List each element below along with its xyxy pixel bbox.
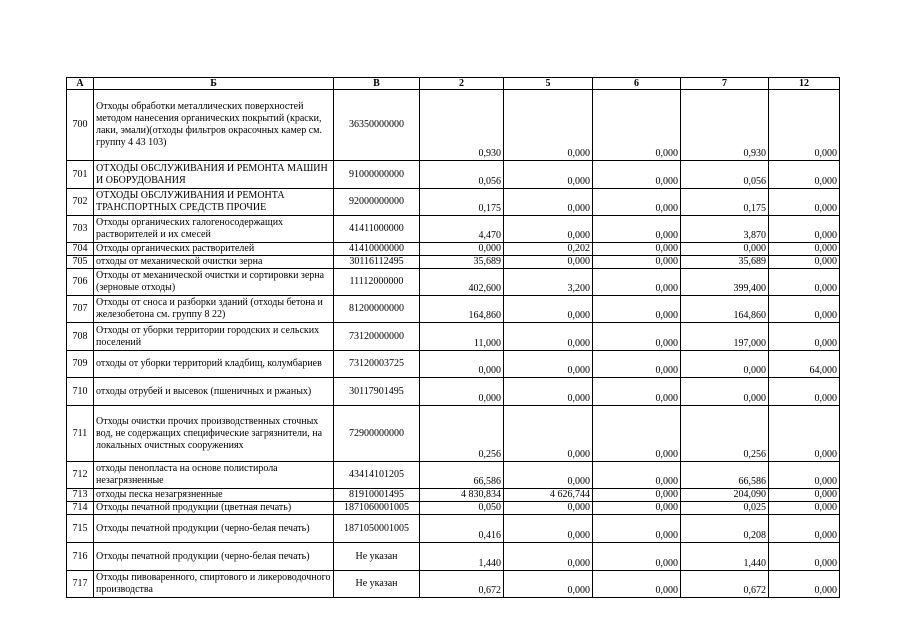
value-col-5: 4 626,744 — [504, 489, 593, 502]
table-body — [67, 90, 840, 598]
value-col-7: 0,175 — [681, 189, 769, 216]
header-col-7: 7 — [681, 78, 769, 90]
value-col-12: 0,000 — [769, 406, 840, 462]
value-col-12: 0,000 — [769, 502, 840, 515]
value-col-7: 164,860 — [681, 296, 769, 323]
value-col-6: 0,000 — [593, 243, 681, 256]
value-col-5: 0,000 — [504, 90, 593, 161]
row-number: 711 — [67, 406, 94, 462]
row-number: 703 — [67, 216, 94, 243]
header-col-a: А — [67, 78, 94, 90]
value-col-12: 0,000 — [769, 161, 840, 189]
waste-code: 30117901495 — [334, 378, 420, 406]
table-row — [67, 502, 840, 515]
row-number: 700 — [67, 90, 94, 161]
value-col-6: 0,000 — [593, 406, 681, 462]
waste-name: Отходы обработки металлических поверхностей методом нанесения органических покрытий (краски, лаки, эмали)(отходы фильтров окрасочных камер см. группу 4 43 103) — [94, 90, 334, 161]
table-row — [67, 216, 840, 243]
waste-code: 30116112495 — [334, 256, 420, 269]
value-col-6: 0,000 — [593, 543, 681, 571]
value-col-2: 4,470 — [420, 216, 504, 243]
header-col-6: 6 — [593, 78, 681, 90]
value-col-6: 0,000 — [593, 351, 681, 378]
value-col-6: 0,000 — [593, 323, 681, 351]
value-col-7: 0,672 — [681, 571, 769, 598]
waste-code: 43414101205 — [334, 462, 420, 489]
value-col-5: 0,000 — [504, 216, 593, 243]
table-row — [67, 515, 840, 543]
value-col-5: 0,000 — [504, 502, 593, 515]
value-col-12: 0,000 — [769, 489, 840, 502]
table-row — [67, 189, 840, 216]
value-col-12: 0,000 — [769, 256, 840, 269]
row-number: 715 — [67, 515, 94, 543]
value-col-6: 0,000 — [593, 502, 681, 515]
value-col-6: 0,000 — [593, 90, 681, 161]
value-col-5: 0,000 — [504, 571, 593, 598]
row-number: 713 — [67, 489, 94, 502]
waste-name: отходы пенопласта на основе полистирола незагрязненные — [94, 462, 334, 489]
value-col-5: 0,000 — [504, 406, 593, 462]
table-row — [67, 323, 840, 351]
value-col-12: 0,000 — [769, 543, 840, 571]
table-row — [67, 256, 840, 269]
value-col-5: 0,000 — [504, 161, 593, 189]
waste-code: 1871050001005 — [334, 515, 420, 543]
value-col-2: 164,860 — [420, 296, 504, 323]
value-col-12: 0,000 — [769, 378, 840, 406]
waste-code: 73120000000 — [334, 323, 420, 351]
value-col-2: 402,600 — [420, 269, 504, 296]
waste-name: отходы песка незагрязненные — [94, 489, 334, 502]
value-col-6: 0,000 — [593, 515, 681, 543]
waste-code: Не указан — [334, 571, 420, 598]
header-col-12: 12 — [769, 78, 840, 90]
waste-name: Отходы печатной продукции (черно-белая печать) — [94, 543, 334, 571]
value-col-5: 0,000 — [504, 378, 593, 406]
value-col-5: 0,000 — [504, 256, 593, 269]
value-col-2: 0,050 — [420, 502, 504, 515]
value-col-2: 11,000 — [420, 323, 504, 351]
value-col-7: 399,400 — [681, 269, 769, 296]
waste-code: 81200000000 — [334, 296, 420, 323]
value-col-2: 0,175 — [420, 189, 504, 216]
waste-name: Отходы печатной продукции (черно-белая печать) — [94, 515, 334, 543]
waste-table — [66, 77, 840, 598]
value-col-7: 0,256 — [681, 406, 769, 462]
waste-code: 73120003725 — [334, 351, 420, 378]
value-col-2: 35,689 — [420, 256, 504, 269]
value-col-12: 0,000 — [769, 462, 840, 489]
table-row — [67, 296, 840, 323]
value-col-5: 0,000 — [504, 189, 593, 216]
header-row — [67, 78, 840, 90]
value-col-12: 0,000 — [769, 296, 840, 323]
value-col-2: 0,416 — [420, 515, 504, 543]
waste-code: 11112000000 — [334, 269, 420, 296]
value-col-6: 0,000 — [593, 161, 681, 189]
row-number: 708 — [67, 323, 94, 351]
waste-name: отходы от уборки территорий кладбищ, колумбариев — [94, 351, 334, 378]
value-col-6: 0,000 — [593, 462, 681, 489]
value-col-5: 0,000 — [504, 515, 593, 543]
waste-name: Отходы от механической очистки и сортировки зерна (зерновые отходы) — [94, 269, 334, 296]
waste-name: Отходы от сноса и разборки зданий (отходы бетона и железобетона см. группу 8 22) — [94, 296, 334, 323]
waste-code: Не указан — [334, 543, 420, 571]
value-col-2: 0,000 — [420, 243, 504, 256]
table-row — [67, 571, 840, 598]
waste-name: Отходы органических растворителей — [94, 243, 334, 256]
value-col-7: 0,000 — [681, 351, 769, 378]
table-row — [67, 489, 840, 502]
row-number: 716 — [67, 543, 94, 571]
waste-name: Отходы очистки прочих производственных сточных вод, не содержащих специфические загрязнители, на локальных очистных сооружениях — [94, 406, 334, 462]
waste-name: Отходы от уборки территории городских и сельских поселений — [94, 323, 334, 351]
row-number: 717 — [67, 571, 94, 598]
value-col-6: 0,000 — [593, 216, 681, 243]
header-col-5: 5 — [504, 78, 593, 90]
header-col-2: 2 — [420, 78, 504, 90]
row-number: 701 — [67, 161, 94, 189]
waste-name: отходы от механической очистки зерна — [94, 256, 334, 269]
value-col-6: 0,000 — [593, 489, 681, 502]
value-col-2: 0,000 — [420, 351, 504, 378]
value-col-7: 0,930 — [681, 90, 769, 161]
table-row — [67, 161, 840, 189]
value-col-7: 0,208 — [681, 515, 769, 543]
table-row — [67, 90, 840, 161]
waste-code: 72900000000 — [334, 406, 420, 462]
waste-code: 81910001495 — [334, 489, 420, 502]
waste-code: 92000000000 — [334, 189, 420, 216]
waste-name: ОТХОДЫ ОБСЛУЖИВАНИЯ И РЕМОНТА ТРАНСПОРТНЫХ СРЕДСТВ ПРОЧИЕ — [94, 189, 334, 216]
row-number: 704 — [67, 243, 94, 256]
waste-table-sheet — [66, 77, 839, 598]
value-col-5: 0,202 — [504, 243, 593, 256]
value-col-12: 0,000 — [769, 90, 840, 161]
waste-name: Отходы пивоваренного, спиртового и ликероводочного производства — [94, 571, 334, 598]
table-row — [67, 406, 840, 462]
row-number: 714 — [67, 502, 94, 515]
row-number: 709 — [67, 351, 94, 378]
waste-code: 1871060001005 — [334, 502, 420, 515]
value-col-12: 0,000 — [769, 269, 840, 296]
value-col-7: 66,586 — [681, 462, 769, 489]
waste-name: отходы отрубей и высевок (пшеничных и ржаных) — [94, 378, 334, 406]
waste-code: 36350000000 — [334, 90, 420, 161]
waste-code: 41411000000 — [334, 216, 420, 243]
value-col-6: 0,000 — [593, 296, 681, 323]
row-number: 710 — [67, 378, 94, 406]
value-col-7: 0,025 — [681, 502, 769, 515]
value-col-2: 0,930 — [420, 90, 504, 161]
waste-name: Отходы органических галогеносодержащих растворителей и их смесей — [94, 216, 334, 243]
value-col-12: 0,000 — [769, 323, 840, 351]
value-col-7: 197,000 — [681, 323, 769, 351]
value-col-5: 0,000 — [504, 323, 593, 351]
table-row — [67, 243, 840, 256]
header-col-b: Б — [94, 78, 334, 90]
value-col-12: 0,000 — [769, 216, 840, 243]
value-col-2: 66,586 — [420, 462, 504, 489]
value-col-12: 0,000 — [769, 571, 840, 598]
value-col-5: 0,000 — [504, 351, 593, 378]
waste-code: 91000000000 — [334, 161, 420, 189]
header-col-v: В — [334, 78, 420, 90]
value-col-12: 0,000 — [769, 243, 840, 256]
row-number: 707 — [67, 296, 94, 323]
value-col-7: 1,440 — [681, 543, 769, 571]
value-col-2: 0,000 — [420, 378, 504, 406]
table-row — [67, 269, 840, 296]
waste-code: 41410000000 — [334, 243, 420, 256]
value-col-2: 0,256 — [420, 406, 504, 462]
value-col-5: 0,000 — [504, 462, 593, 489]
table-row — [67, 378, 840, 406]
value-col-6: 0,000 — [593, 269, 681, 296]
value-col-2: 0,056 — [420, 161, 504, 189]
value-col-6: 0,000 — [593, 571, 681, 598]
value-col-2: 1,440 — [420, 543, 504, 571]
value-col-12: 0,000 — [769, 189, 840, 216]
value-col-7: 0,000 — [681, 243, 769, 256]
value-col-7: 0,000 — [681, 378, 769, 406]
value-col-5: 3,200 — [504, 269, 593, 296]
waste-name: ОТХОДЫ ОБСЛУЖИВАНИЯ И РЕМОНТА МАШИН И ОБОРУДОВАНИЯ — [94, 161, 334, 189]
value-col-5: 0,000 — [504, 543, 593, 571]
value-col-7: 204,090 — [681, 489, 769, 502]
waste-name: Отходы печатной продукции (цветная печать) — [94, 502, 334, 515]
value-col-12: 64,000 — [769, 351, 840, 378]
value-col-5: 0,000 — [504, 296, 593, 323]
value-col-6: 0,000 — [593, 189, 681, 216]
row-number: 702 — [67, 189, 94, 216]
row-number: 705 — [67, 256, 94, 269]
table-row — [67, 462, 840, 489]
row-number: 712 — [67, 462, 94, 489]
value-col-2: 4 830,834 — [420, 489, 504, 502]
value-col-7: 3,870 — [681, 216, 769, 243]
value-col-6: 0,000 — [593, 378, 681, 406]
row-number: 706 — [67, 269, 94, 296]
value-col-12: 0,000 — [769, 515, 840, 543]
table-row — [67, 543, 840, 571]
value-col-7: 35,689 — [681, 256, 769, 269]
table-row — [67, 351, 840, 378]
value-col-6: 0,000 — [593, 256, 681, 269]
value-col-2: 0,672 — [420, 571, 504, 598]
value-col-7: 0,056 — [681, 161, 769, 189]
